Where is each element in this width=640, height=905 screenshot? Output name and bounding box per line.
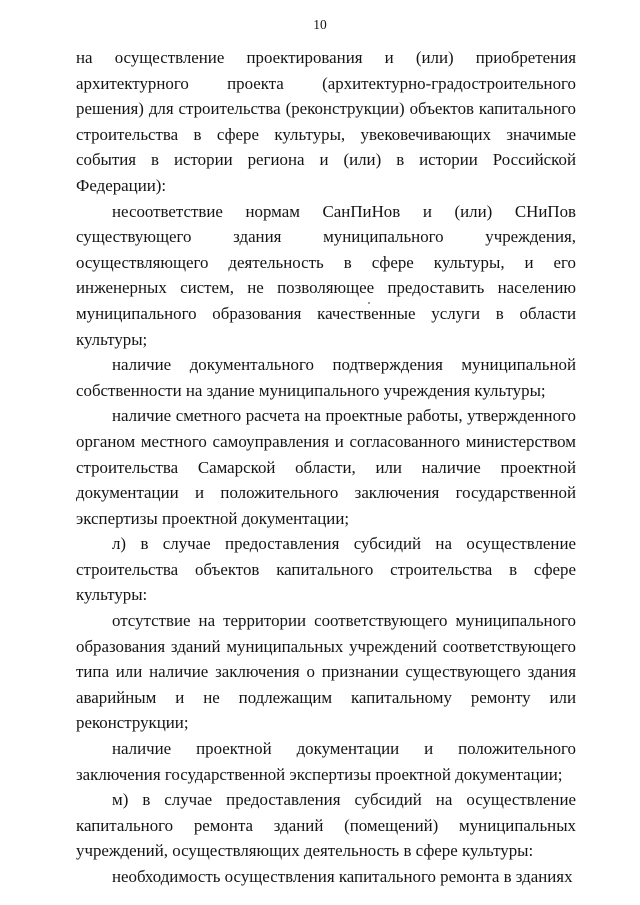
paragraph: л) в случае предоставления субсидий на осуществление строительства объектов капитального строительства в сфере культуры: [76, 534, 576, 605]
scan-speck [368, 302, 370, 304]
paragraph: наличие сметного расчета на проектные работы, утвержденного органом местного самоуправления и согласованного министерством строительства Самарской области, или наличие проектной документации и положительного заключения государственной экспертизы проектной документации; [76, 406, 576, 528]
paragraph: наличие документального подтверждения муниципальной собственности на здание муниципального учреждения культуры; [76, 355, 576, 400]
paragraph: наличие проектной документации и положительного заключения государственной экспертизы проектной документации; [76, 739, 576, 784]
paragraph: несоответствие нормам СанПиНов и (или) СНиПов существующего здания муниципального учреждения, осуществляющего деятельность в сфере культуры, и его инженерных систем, не позволяющее предоставить населению муниципального образования качественные услуги в области культуры; [76, 201, 576, 349]
paragraph: м) в случае предоставления субсидий на осуществление капитального ремонта зданий (помещений) муниципальных учреждений, осуществляющих деятельность в сфере культуры: [76, 790, 576, 861]
page-number: 10 [313, 17, 327, 32]
document-body [76, 45, 576, 890]
paragraph: отсутствие на территории соответствующего муниципального образования зданий муниципальных учреждений соответствующего типа или наличие заключения о признании существующего здания аварийным и не подлежащим капитальному ремонту или реконструкции; [76, 611, 576, 733]
paragraph: необходимость осуществления капитального ремонта в зданиях [112, 867, 573, 886]
paragraph: на осуществление проектирования и (или) приобретения архитектурного проекта (архитектурно-градостроительного решения) для строительства (реконструкции) объектов капитального строительства в сфере культуры, увековечивающих значимые события в истории региона и (или) в истории Российской Федерации): [76, 48, 576, 195]
